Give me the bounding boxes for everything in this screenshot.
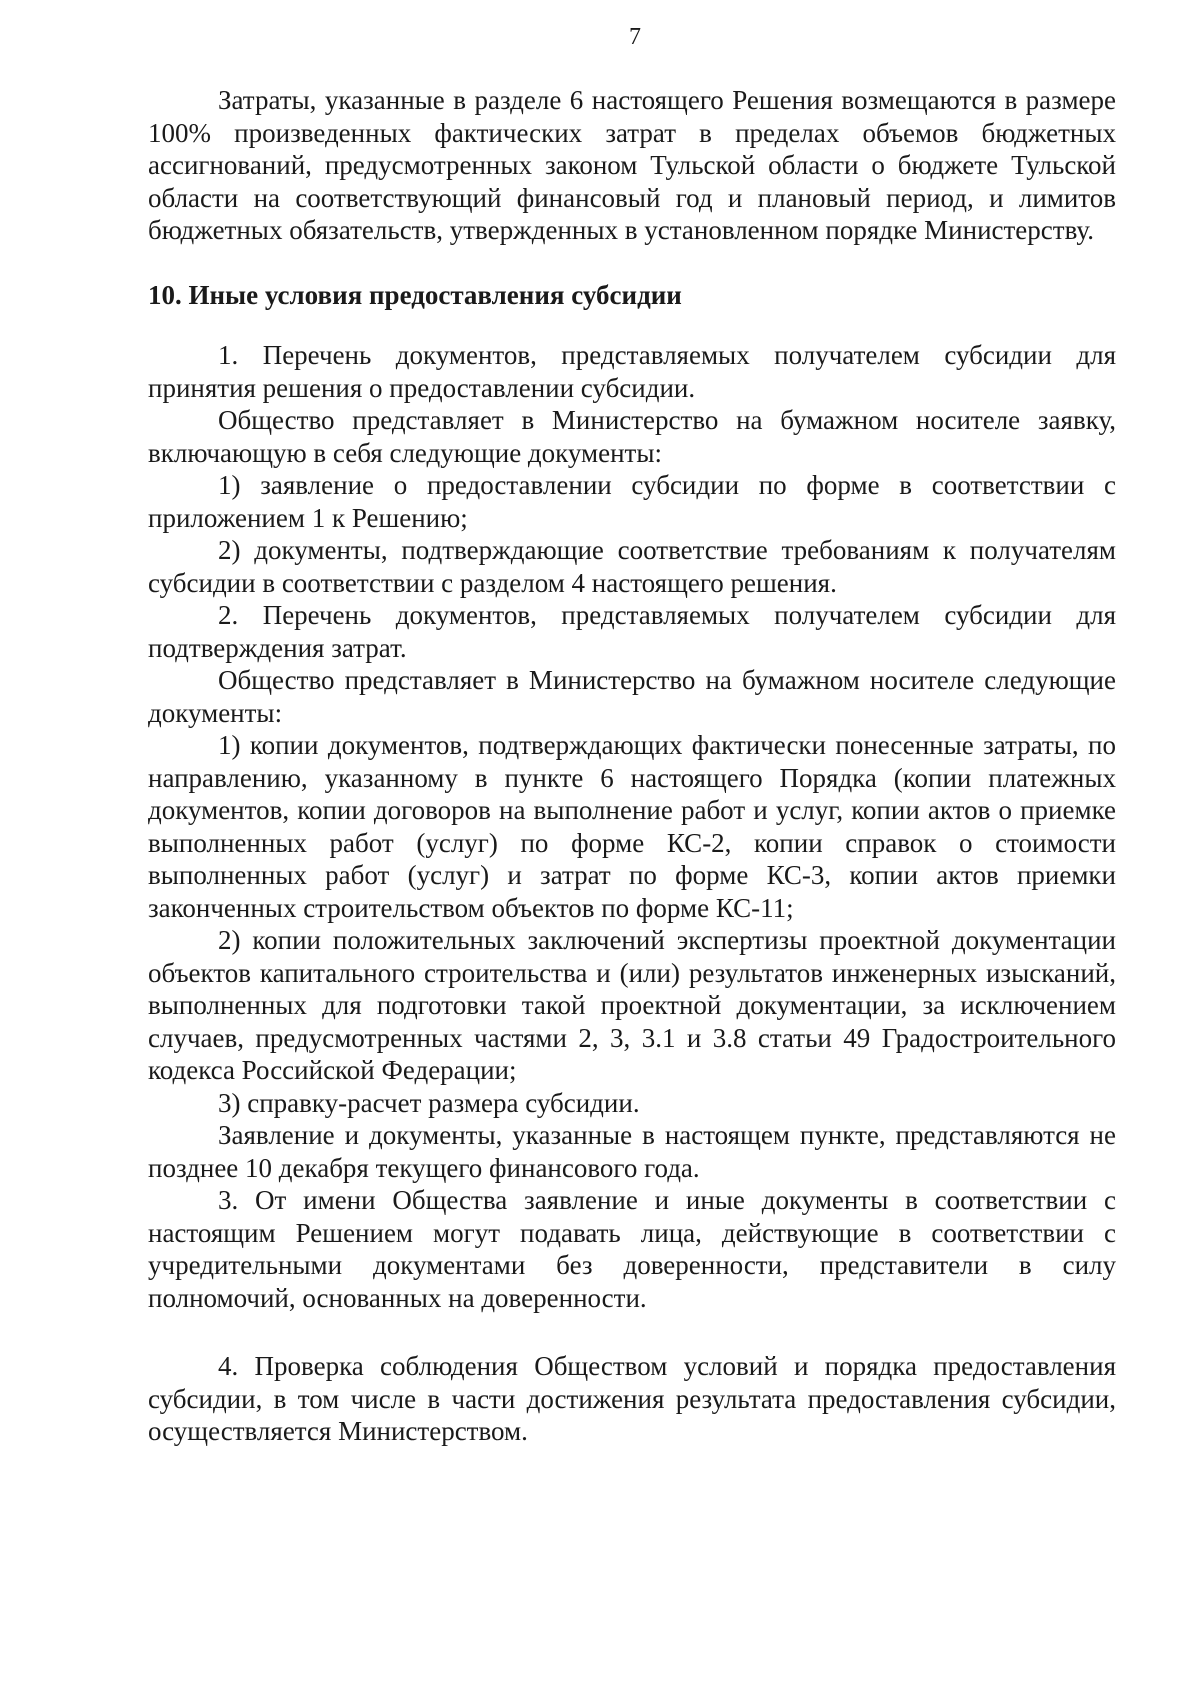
page-number: 7 — [629, 24, 641, 50]
paragraph-item-2: 2. Перечень документов, представляемых получателем субсидии для подтверждения затрат. — [148, 600, 1116, 663]
paragraph-deadline: Заявление и документы, указанные в настоящем пункте, представляются не позднее 10 декабря текущего финансового года. — [148, 1120, 1116, 1183]
section-heading: 10. Иные условия предоставления субсидии — [148, 279, 682, 310]
intro-paragraph: Затраты, указанные в разделе 6 настоящего Решения возмещаются в размере 100% произведенных фактических затрат в пределах объемов бюджетных ассигнований, предусмотренных законом Тульской области о бюджете Тульской области на соответствующий финансовый год и плановый период, и лимитов бюджетных обязательств, утвержденных в установленном порядке Министерству. — [148, 85, 1116, 245]
paragraph-subitem-2-1: 1) копии документов, подтверждающих фактически понесенные затраты, по направлению, указанному в пункте 6 настоящего Порядка (копии платежных документов, копии договоров на выполнение работ и услуг, копии актов о приемке выполненных работ (услуг) по форме КС-2, копии справок о стоимости выполненных работ (услуг) и затрат по форме КС-3, копии актов приемки законченных строительством объектов по форме КС-11; — [148, 730, 1116, 923]
paragraph-subitem-2-2: 2) копии положительных заключений экспертизы проектной документации объектов капитального строительства и (или) результатов инженерных изысканий, выполненных для подготовки такой проектной документации, за исключением случаев, предусмотренных частями 2, 3, 3.1 и 3.8 статьи 49 Градостроительного кодекса Российской Федерации; — [148, 925, 1116, 1085]
paragraph-item-4: 4. Проверка соблюдения Обществом условий и порядка предоставления субсидии, в том числе в части достижения результата предоставления субсидии, осуществляется Министерством. — [148, 1351, 1116, 1446]
paragraph-item-1: 1. Перечень документов, представляемых получателем субсидии для принятия решения о предоставлении субсидии. — [148, 340, 1116, 403]
paragraph-subitem-1-2: 2) документы, подтверждающие соответствие требованиям к получателям субсидии в соответствии с разделом 4 настоящего решения. — [148, 535, 1116, 598]
paragraph-item-3: 3. От имени Общества заявление и иные документы в соответствии с настоящим Решением могут подавать лица, действующие в соответствии с учредительными документами без доверенности, представители в силу полномочий, основанных на доверенности. — [148, 1185, 1116, 1313]
paragraph-subitem-2-3: 3) справку-расчет размера субсидии. — [218, 1087, 640, 1118]
paragraph-application-intro: Общество представляет в Министерство на бумажном носителе заявку, включающую в себя следующие документы: — [148, 405, 1116, 468]
paragraph-subitem-1-1: 1) заявление о предоставлении субсидии по форме в соответствии с приложением 1 к Решению; — [148, 470, 1116, 533]
document-body — [148, 84, 1116, 1448]
paragraph-documents-intro: Общество представляет в Министерство на бумажном носителе следующие документы: — [148, 665, 1116, 728]
